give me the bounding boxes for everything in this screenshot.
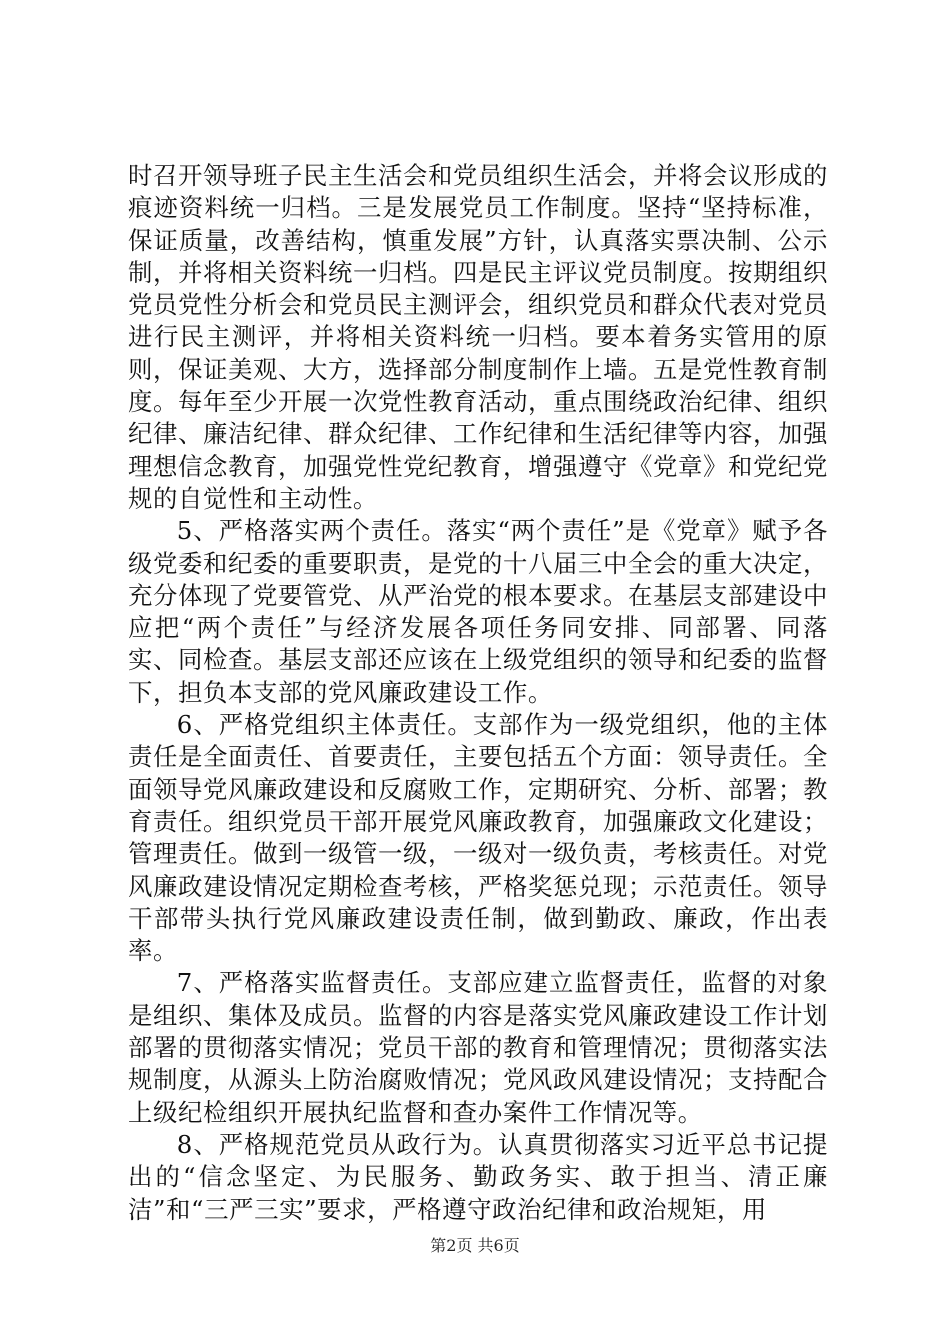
paragraph-item-7: 7、严格落实监督责任。支部应建立监督责任，监督的对象是组织、集体及成员。监督的内容是落实党风廉政建设工作计划部署的贯彻落实情况；党员干部的教育和管理情况；贯彻落实法规制度，从源头上防治腐败情况；党风政风建设情况；支持配合上级纪检组织开展执纪监督和查办案件工作情况等。 [128, 968, 828, 1127]
paragraph-item-8: 8、严格规范党员从政行为。认真贯彻落实习近平总书记提出的“信念坚定、为民服务、勤政务实、敢于担当、清正廉洁”和“三严三实”要求，严格遵守政治纪律和政治规矩，用 [128, 1129, 828, 1224]
page-number-footer: 第2页 共6页 [430, 1236, 520, 1255]
paragraph-item-5: 5、严格落实两个责任。落实“两个责任”是《党章》赋予各级党委和纪委的重要职责，是党的十八届三中全会的重大决定，充分体现了党要管党、从严治党的根本要求。在基层支部建设中应把“两个责任”与经济发展各项任务同安排、同部署、同落实、同检查。基层支部还应该在上级党组织的领导和纪委的监督下，担负本支部的党风廉政建设工作。 [128, 516, 828, 707]
paragraph-item-6: 6、严格党组织主体责任。支部作为一级党组织，他的主体责任是全面责任、首要责任，主要包括五个方面：领导责任。全面领导党风廉政建设和反腐败工作，定期研究、分析、部署；教育责任。组织党员干部开展党风廉政教育，加强廉政文化建设；管理责任。做到一级管一级，一级对一级负责，考核责任。对党风廉政建设情况定期检查考核，严格奖惩兑现；示范责任。领导干部带头执行党风廉政建设责任制，做到勤政、廉政，作出表率。 [128, 710, 828, 966]
document-body [128, 160, 828, 1226]
paragraph-continuation: 时召开领导班子民主生活会和党员组织生活会，并将会议形成的痕迹资料统一归档。三是发展党员工作制度。坚持“坚持标准，保证质量，改善结构，慎重发展”方针，认真落实票决制、公示制，并将相关资料统一归档。四是民主评议党员制度。按期组织党员党性分析会和党员民主测评会，组织党员和群众代表对党员进行民主测评，并将相关资料统一归档。要本着务实管用的原则，保证美观、大方，选择部分制度制作上墙。五是党性教育制度。每年至少开展一次党性教育活动，重点围绕政治纪律、组织纪律、廉洁纪律、群众纪律、工作纪律和生活纪律等内容，加强理想信念教育，加强党性党纪教育，增强遵守《党章》和党纪党规的自觉性和主动性。 [128, 161, 828, 513]
